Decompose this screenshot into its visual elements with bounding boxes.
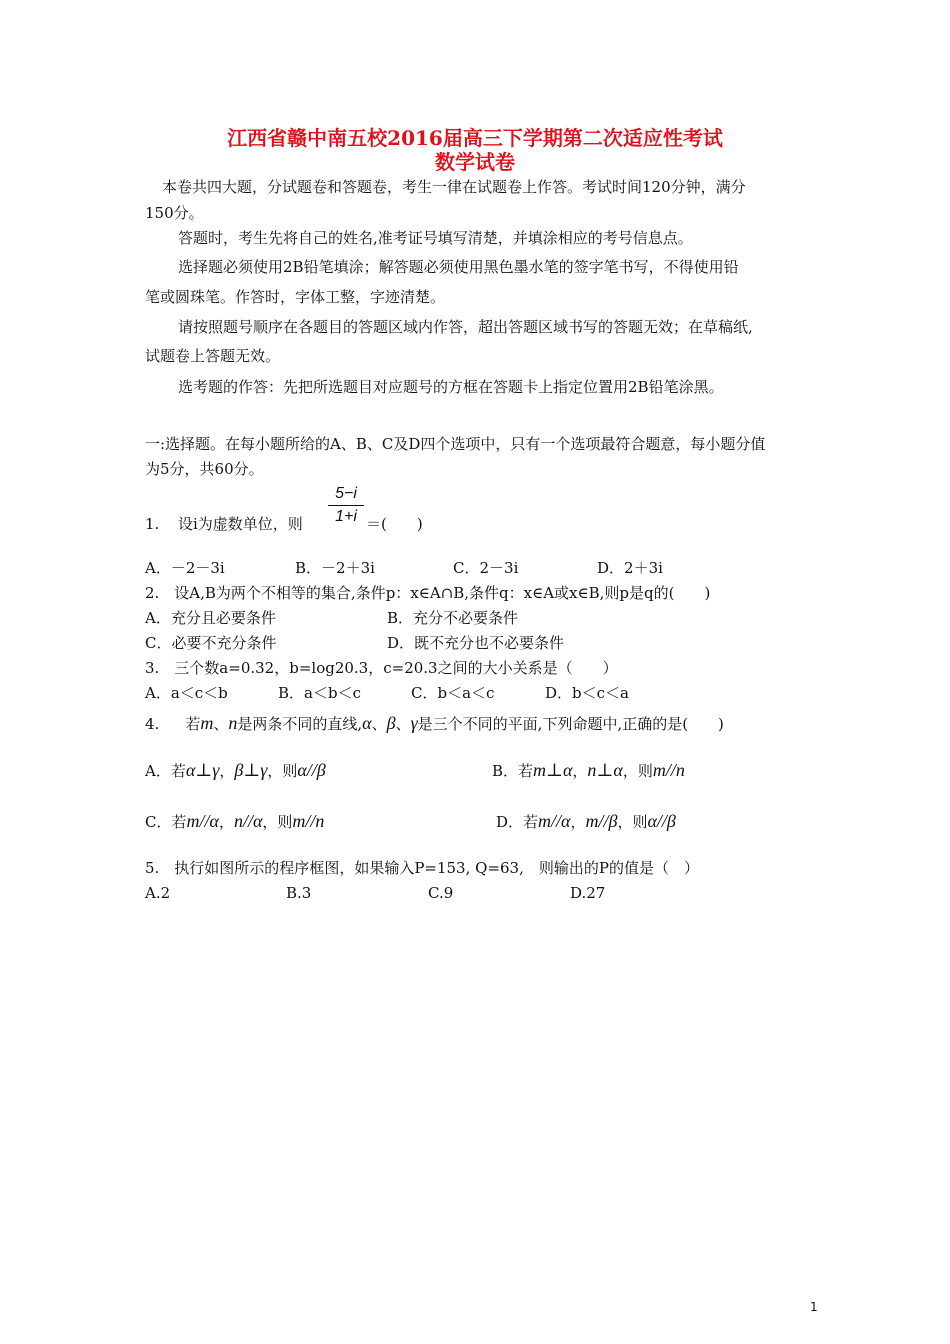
q4-d-expr3: α//β	[647, 811, 676, 831]
instruction-4b: 试题卷上答题无效。	[145, 347, 281, 365]
q4-pre: 若	[185, 715, 201, 733]
instruction-3a: 选择题必须使用2B铅笔填涂；解答题必须使用黑色墨水笔的签字笔书写，不得使用铅	[178, 258, 739, 276]
instruction-1a: 本卷共四大题，分试题卷和答题卷，考生一律在试题卷上作答。考试时间120分钟，满分	[162, 178, 746, 196]
q4-c-expr3: m//n	[292, 811, 325, 831]
q4-b-expr3: m//n	[652, 760, 685, 780]
q1-option-c: C．2－3i	[453, 559, 519, 577]
q4-c-expr2: n//α	[233, 811, 263, 831]
q4-a-comma: ，	[219, 762, 235, 780]
q5-option-b: B.3	[286, 884, 312, 902]
q4-d-comma: ，	[570, 813, 586, 831]
q4-sep2: 、	[371, 715, 387, 733]
q4-b-then: ，则	[622, 762, 653, 780]
q5-option-d: D.27	[570, 884, 606, 902]
q5-option-c: C.9	[428, 884, 454, 902]
q2-option-a: A．充分且必要条件	[145, 609, 276, 627]
q4-a-expr3: α//β	[297, 760, 326, 780]
q4-option-c	[145, 812, 324, 831]
q4-option-d	[496, 812, 676, 831]
q3-text: 3. 三个数a=0.32，b=log20.3，c=20.3之间的大小关系是（ ）	[145, 659, 618, 677]
q3-option-d: D．b＜c＜a	[545, 684, 629, 702]
q4-d-expr2: m//β	[585, 811, 618, 831]
q4-a-expr1: α⊥γ	[185, 760, 220, 780]
section-header-line2: 为5分，共60分。	[145, 460, 264, 478]
instruction-4a: 请按照题号顺序在各题目的答题区域内作答，超出答题区域书写的答题无效；在草稿纸,	[178, 318, 753, 336]
q1-fraction-numerator: 5−i	[335, 485, 357, 502]
instruction-2: 答题时，考生先将自己的姓名,准考证号填写清楚，并填涂相应的考号信息点。	[178, 229, 693, 247]
q1-number: 1.	[145, 515, 160, 533]
q1-option-a: A．－2－3i	[145, 559, 225, 577]
q4-var-n: n	[228, 713, 238, 733]
q4-b-label: B．若	[492, 762, 534, 780]
page-number: 1	[810, 1300, 818, 1314]
q4-option-a	[145, 761, 326, 780]
q5-text: 5. 执行如图所示的程序框图，如果输入P=153, Q=63, 则输出的P的值是（ ）	[145, 859, 699, 877]
q1-text: 设i为虚数单位，则	[178, 515, 303, 533]
q1-option-b: B．－2＋3i	[295, 559, 375, 577]
q4-number: 4.	[145, 715, 160, 733]
q1-fraction-bar	[328, 505, 364, 506]
q1-fraction	[328, 484, 364, 527]
q1-option-d: D．2＋3i	[597, 559, 663, 577]
q3-option-b: B．a＜b＜c	[278, 684, 361, 702]
q4-sep1: 、	[213, 715, 229, 733]
q4-b-expr1: m⊥α	[533, 760, 573, 780]
q4-option-b	[492, 761, 685, 780]
q4-c-expr1: m//α	[186, 811, 219, 831]
q4-d-then: ，则	[617, 813, 648, 831]
q4-a-label: A．若	[145, 762, 186, 780]
instruction-1b: 150分。	[145, 204, 204, 222]
q2-option-c: C．必要不充分条件	[145, 634, 277, 652]
q4-a-then: ，则	[267, 762, 298, 780]
q3-option-a: A．a＜c＜b	[145, 684, 228, 702]
q4-d-expr1: m//α	[538, 811, 571, 831]
instruction-3b: 笔或圆珠笔。作答时，字体工整，字迹清楚。	[145, 288, 446, 306]
q3-option-c: C．b＜a＜c	[411, 684, 495, 702]
q2-option-b: B．充分不必要条件	[387, 609, 519, 627]
q4-var-gamma: γ	[410, 713, 418, 733]
q2-text: 2. 设A,B为两个不相等的集合,条件p：x∈A∩B,条件q：x∈A或x∈B,则p是q的( )	[145, 584, 711, 602]
instruction-5: 选考题的作答：先把所选题目对应题号的方框在答题卡上指定位置用2B铅笔涂黑。	[178, 378, 724, 396]
q4-sep3: 、	[395, 715, 411, 733]
q4-var-beta: β	[386, 713, 396, 733]
q4-post: 是三个不同的平面,下列命题中,正确的是( )	[417, 715, 724, 733]
q4-var-m: m	[200, 713, 214, 733]
section-header-line1: 一:选择题。在每小题所给的A、B、C及D四个选项中，只有一个选项最符合题意，每小题分值	[145, 435, 766, 453]
q4-var-alpha: α	[362, 713, 372, 733]
q4-stem	[145, 714, 724, 733]
q2-option-d: D．既不充分也不必要条件	[387, 634, 565, 652]
q4-d-label: D．若	[496, 813, 539, 831]
q4-b-expr2: n⊥α	[587, 760, 623, 780]
q1-tail: ＝( )	[366, 515, 423, 533]
q4-a-expr2: β⊥γ	[234, 760, 268, 780]
q4-c-comma: ，	[218, 813, 234, 831]
q4-c-then: ，则	[262, 813, 293, 831]
q1-fraction-denominator: 1+i	[335, 508, 357, 525]
exam-subtitle: 数学试卷	[435, 150, 515, 174]
q5-option-a: A.2	[145, 884, 171, 902]
q4-c-label: C．若	[145, 813, 187, 831]
q4-mid: 是两条不同的直线,	[237, 715, 363, 733]
exam-title: 江西省赣中南五校2016届高三下学期第二次适应性考试	[227, 126, 723, 150]
q4-b-comma: ，	[572, 762, 588, 780]
